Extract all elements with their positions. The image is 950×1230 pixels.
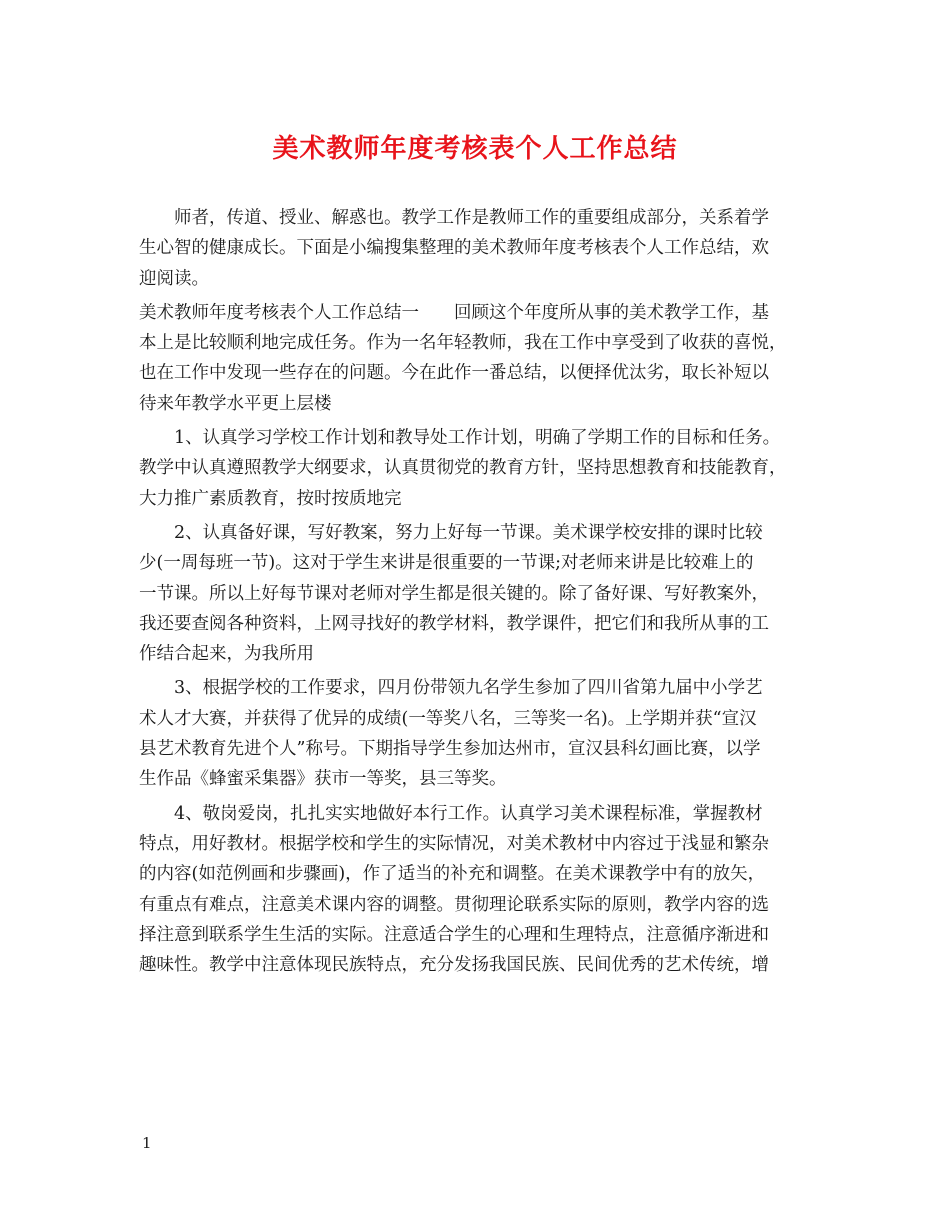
paragraph-line: 大力推广素质教育，按时按质地完 <box>139 488 402 509</box>
paragraph-line: 4、敬岗爱岗，扎扎实实地做好本行工作。认真学习美术课程标准，掌握教材 <box>174 803 763 824</box>
paragraph-line: 生心智的健康成长。下面是小编搜集整理的美术教师年度考核表个人工作总结，欢 <box>139 238 769 259</box>
paragraph-line: 有重点有难点，注意美术课内容的调整。贯彻理论联系实际的原则，教学内容的选 <box>139 894 769 915</box>
paragraph-line: 生作品《蜂蜜采集器》获市一等奖，县三等奖。 <box>139 769 507 790</box>
document-body <box>139 203 815 980</box>
paragraph-line: 的内容(如范例画和步骤画)，作了适当的补充和调整。在美术课教学中有的放矢， <box>139 864 766 885</box>
paragraph <box>139 298 815 419</box>
paragraph-line: 3、根据学校的工作要求，四月份带领九名学生参加了四川省第九届中小学艺 <box>174 678 763 699</box>
paragraph-line: 教学中认真遵照教学大纲要求，认真贯彻党的教育方针，坚持思想教育和技能教育， <box>139 458 787 479</box>
paragraph-line: 待来年教学水平更上层楼 <box>139 393 332 414</box>
page-number: 1 <box>142 1134 152 1152</box>
paragraph-line: 县艺术教育先进个人”称号。下期指导学生参加达州市，宣汉县科幻画比赛，以学 <box>139 739 761 760</box>
document-title: 美术教师年度考核表个人工作总结 <box>272 134 678 164</box>
paragraph-line: 师者，传道、授业、解惑也。教学工作是教师工作的重要组成部分，关系着学 <box>174 208 769 228</box>
paragraph-line: 美术教师年度考核表个人工作总结一 回顾这个年度所从事的美术教学工作，基 <box>139 302 769 323</box>
paragraph-line: 2、认真备好课，写好教案，努力上好每一节课。美术课学校安排的课时比较 <box>174 522 763 543</box>
paragraph-line: 特点，用好教材。根据学校和学生的实际情况，对美术教材中内容过于浅显和繁杂 <box>139 833 769 854</box>
paragraph-line: 迎阅读。 <box>139 268 209 289</box>
paragraph-line: 我还要查阅各种资料，上网寻找好的教学材料，教学课件，把它们和我所从事的工 <box>139 613 769 634</box>
paragraph <box>139 423 815 514</box>
paragraph-line: 趣味性。教学中注意体现民族特点，充分发扬我国民族、民间优秀的艺术传统，增 <box>139 955 769 976</box>
paragraph-line: 择注意到联系学生生活的实际。注意适合学生的心理和生理特点，注意循序渐进和 <box>139 924 769 945</box>
paragraph-line: 少(一周每班一节)。这对于学生来讲是很重要的一节课;对老师来讲是比较难上的 <box>139 553 754 574</box>
paragraph-line: 作结合起来，为我所用 <box>139 644 314 665</box>
paragraph <box>139 799 815 981</box>
paragraph-line: 也在工作中发现一些存在的问题。今在此作一番总结，以便择优汰劣，取长补短以 <box>139 363 769 384</box>
paragraph-line: 术人才大赛，并获得了优异的成绩(一等奖八名，三等奖一名)。上学期并获“宣汉 <box>139 708 757 729</box>
paragraph <box>139 518 815 669</box>
paragraph <box>139 203 815 294</box>
paragraph <box>139 673 815 794</box>
paragraph-line: 1、认真学习学校工作计划和教导处工作计划，明确了学期工作的目标和任务。 <box>174 428 781 449</box>
paragraph-line: 一节课。所以上好每节课对老师对学生都是很关键的。除了备好课、写好教案外， <box>139 583 769 604</box>
paragraph-line: 本上是比较顺利地完成任务。作为一名年轻教师，我在工作中享受到了收获的喜悦， <box>139 333 787 354</box>
